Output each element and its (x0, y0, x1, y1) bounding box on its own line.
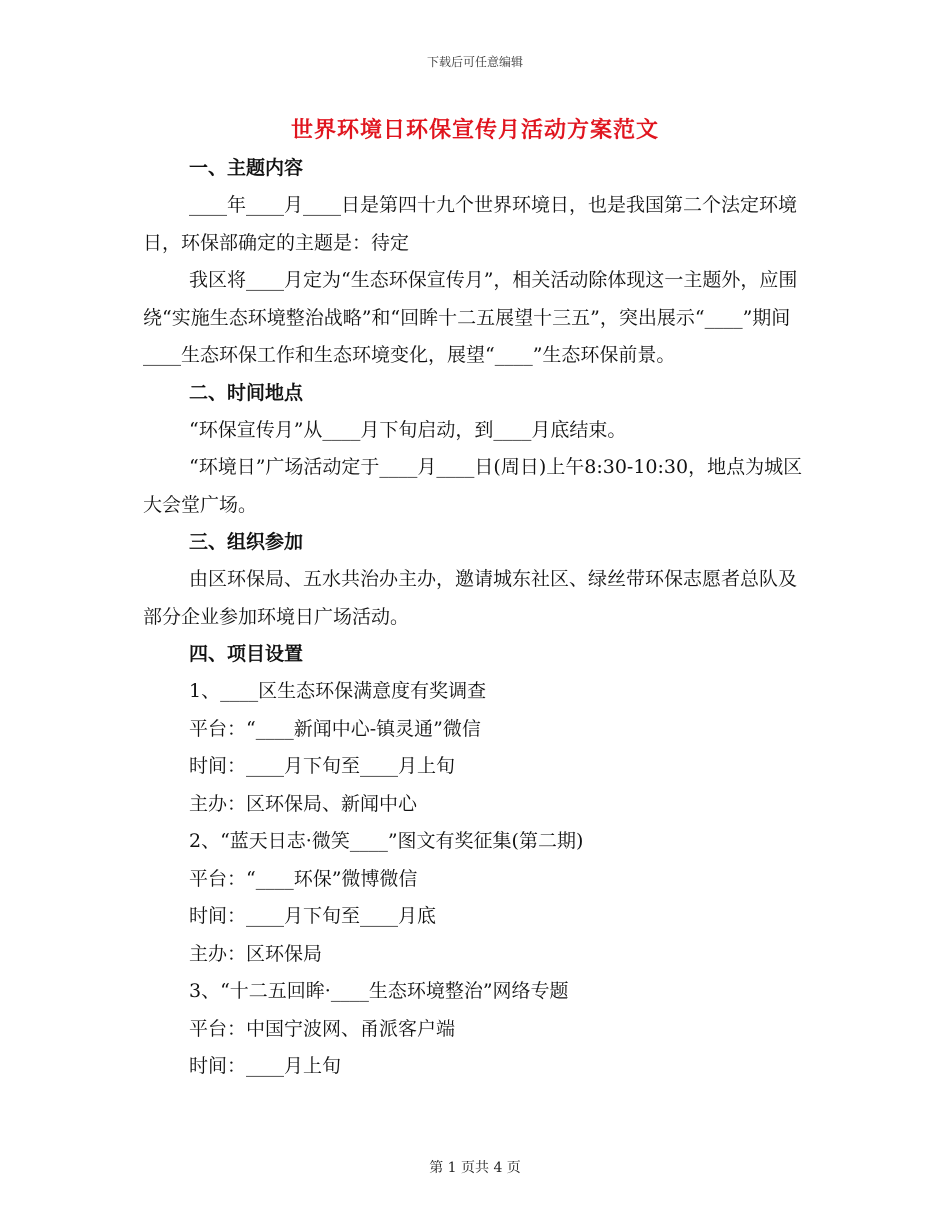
list-item: 1、____区生态环保满意度有奖调查 (189, 680, 487, 702)
section-heading-organization: 三、组织参加 (189, 531, 304, 553)
list-item: 平台：“____新闻中心-镇灵通”微信 (189, 717, 481, 740)
paragraph: 我区将____月定为“生态环保宣传月”，相关活动除体现这一主题外，应围绕“实施生态环境整治战略”和“回眸十二五展望十三五”，突出展示“____”期间____生态环保工作和生态环境变化，展望“____”生态环保前景。 (143, 269, 798, 366)
list-item: 主办：区环保局 (189, 942, 323, 965)
list-item: 平台：中国宁波网、甬派客户端 (189, 1017, 456, 1040)
document-title: 世界环境日环保宣传月活动方案范文 (290, 117, 659, 143)
list-item: 平台：“____环保”微博微信 (189, 867, 418, 890)
page-footer: 第 1 页共 4 页 (429, 1160, 521, 1176)
paragraph: “环保宣传月”从____月下旬启动，到____月底结束。 (189, 418, 627, 441)
paragraph: ____年____月____日是第四十九个世界环境日，也是我国第二个法定环境日，环保部确定的主题是：待定 (143, 194, 798, 254)
list-item: 主办：区环保局、新闻中心 (189, 792, 418, 815)
paragraph: “环境日”广场活动定于____月____日(周日)上午8:30-10:30，地点为城区大会堂广场。 (143, 456, 803, 516)
section-heading-time-place: 二、时间地点 (189, 381, 304, 404)
paragraph: 由区环保局、五水共治办主办，邀请城东社区、绿丝带环保志愿者总队及部分企业参加环境日广场活动。 (143, 568, 798, 628)
list-item: 时间：____月上旬 (189, 1055, 342, 1077)
list-item: 3、“十二五回眸·____生态环境整治”网络专题 (189, 980, 569, 1002)
list-item: 时间：____月下旬至____月底 (189, 905, 437, 927)
section-heading-projects: 四、项目设置 (189, 643, 304, 665)
section-heading-theme: 一、主题内容 (189, 157, 304, 179)
list-item: 2、“蓝天日志·微笑____”图文有奖征集(第二期) (189, 830, 584, 852)
page-header: 下载后可任意编辑 (426, 55, 523, 69)
list-item: 时间：____月下旬至____月上旬 (189, 755, 456, 777)
document-body (143, 150, 803, 1086)
